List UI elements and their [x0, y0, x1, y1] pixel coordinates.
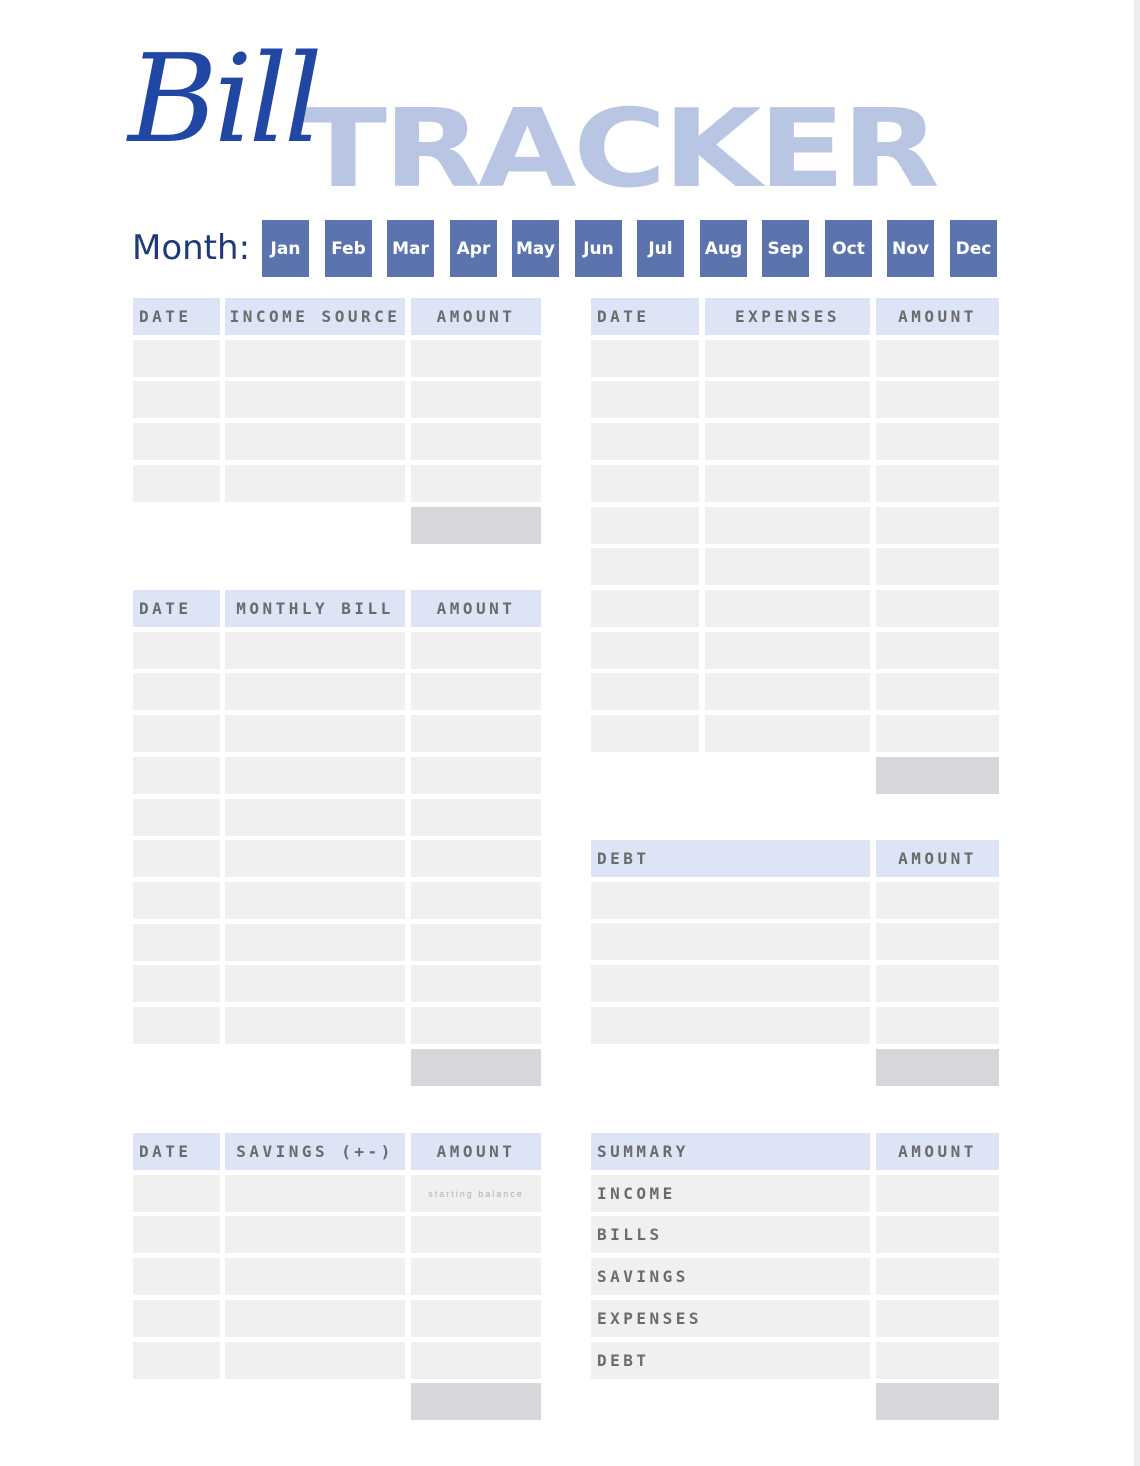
month-button-jul[interactable]: Jul [637, 220, 684, 277]
savings-cell-r4-c3[interactable] [411, 1300, 541, 1337]
income-cell-r2-c1[interactable] [133, 381, 220, 418]
expenses-cell-r2-c3[interactable] [876, 381, 999, 418]
month-button-nov[interactable]: Nov [887, 220, 934, 277]
expenses-cell-r4-c2[interactable] [705, 465, 870, 502]
income-cell-r2-c2[interactable] [225, 381, 405, 418]
savings-cell-r2-c3[interactable] [411, 1216, 541, 1253]
income-cell-r4-c3[interactable] [411, 465, 541, 502]
expenses-cell-r9-c3[interactable] [876, 673, 999, 710]
expenses-cell-r5-c2[interactable] [705, 507, 870, 544]
savings-total-cell[interactable] [411, 1383, 541, 1420]
expenses-cell-r2-c1[interactable] [591, 381, 699, 418]
bill-cell-r3-c1[interactable] [133, 715, 220, 752]
savings-cell-r1-c1[interactable] [133, 1175, 220, 1212]
expenses-cell-r6-c2[interactable] [705, 548, 870, 585]
expenses-cell-r6-c1[interactable] [591, 548, 699, 585]
month-button-oct[interactable]: Oct [825, 220, 872, 277]
bill-cell-r6-c2[interactable] [225, 840, 405, 877]
income-cell-r3-c1[interactable] [133, 423, 220, 460]
bill-header-2: MONTHLY BILL [225, 590, 405, 627]
income-cell-r3-c3[interactable] [411, 423, 541, 460]
month-button-feb[interactable]: Feb [325, 220, 372, 277]
savings-cell-r2-c2[interactable] [225, 1216, 405, 1253]
debt-cell-r4-c1[interactable] [591, 1007, 870, 1044]
bill-header-1: DATE [133, 590, 220, 627]
month-button-jun[interactable]: Jun [575, 220, 622, 277]
expenses-cell-r8-c3[interactable] [876, 632, 999, 669]
bill-cell-r3-c2[interactable] [225, 715, 405, 752]
title-bill: Bill [128, 28, 319, 170]
bill-cell-r1-c1[interactable] [133, 632, 220, 669]
expenses-cell-r1-c3[interactable] [876, 340, 999, 377]
bill-cell-r6-c1[interactable] [133, 840, 220, 877]
income-total-cell[interactable] [411, 507, 541, 544]
bill-cell-r10-c3[interactable] [411, 1007, 541, 1044]
savings-note: starting balance [428, 1189, 524, 1199]
month-button-apr[interactable]: Apr [450, 220, 497, 277]
bill-cell-r9-c2[interactable] [225, 965, 405, 1002]
summary-header-1: SUMMARY [591, 1133, 870, 1170]
income-header-1: DATE [133, 298, 220, 335]
summary-row-label: DEBT [597, 1351, 650, 1370]
summary-header-2: AMOUNT [876, 1133, 999, 1170]
month-button-dec[interactable]: Dec [950, 220, 997, 277]
bill-cell-r5-c2[interactable] [225, 799, 405, 836]
summary-row-label: BILLS [597, 1225, 663, 1244]
expenses-header-2: EXPENSES [705, 298, 870, 335]
expenses-cell-r6-c3[interactable] [876, 548, 999, 585]
expenses-header-1: DATE [591, 298, 699, 335]
savings-cell-r5-c3[interactable] [411, 1342, 541, 1379]
bill-cell-r8-c2[interactable] [225, 924, 405, 961]
summary-row-label: SAVINGS [597, 1267, 689, 1286]
debt-cell-r3-c2[interactable] [876, 965, 999, 1002]
income-cell-r2-c3[interactable] [411, 381, 541, 418]
month-button-sep[interactable]: Sep [762, 220, 809, 277]
month-button-mar[interactable]: Mar [387, 220, 434, 277]
expenses-cell-r4-c3[interactable] [876, 465, 999, 502]
bill-cell-r10-c2[interactable] [225, 1007, 405, 1044]
expenses-cell-r9-c2[interactable] [705, 673, 870, 710]
month-button-jan[interactable]: Jan [262, 220, 309, 277]
expenses-cell-r7-c2[interactable] [705, 590, 870, 627]
bill-cell-r7-c3[interactable] [411, 882, 541, 919]
summary-cell-r3-c2[interactable] [876, 1258, 999, 1295]
month-label: Month: [132, 228, 251, 268]
bill-cell-r3-c3[interactable] [411, 715, 541, 752]
debt-cell-r4-c2[interactable] [876, 1007, 999, 1044]
debt-cell-r3-c1[interactable] [591, 965, 870, 1002]
debt-cell-r2-c1[interactable] [591, 923, 870, 960]
bill-cell-r8-c1[interactable] [133, 924, 220, 961]
expenses-total-cell[interactable] [876, 757, 999, 794]
savings-header-3: AMOUNT [411, 1133, 541, 1170]
bill-total-cell[interactable] [411, 1049, 541, 1086]
savings-cell-r4-c2[interactable] [225, 1300, 405, 1337]
savings-cell-r3-c3[interactable] [411, 1258, 541, 1295]
expenses-cell-r5-c1[interactable] [591, 507, 699, 544]
income-cell-r3-c2[interactable] [225, 423, 405, 460]
savings-cell-r1-c2[interactable] [225, 1175, 405, 1212]
savings-cell-r5-c2[interactable] [225, 1342, 405, 1379]
income-cell-r4-c2[interactable] [225, 465, 405, 502]
expenses-cell-r3-c3[interactable] [876, 423, 999, 460]
expenses-header-3: AMOUNT [876, 298, 999, 335]
income-cell-r1-c3[interactable] [411, 340, 541, 377]
summary-cell-r5-c2[interactable] [876, 1342, 999, 1379]
debt-cell-r1-c2[interactable] [876, 882, 999, 919]
summary-row-label: EXPENSES [597, 1309, 703, 1328]
bill-cell-r6-c3[interactable] [411, 840, 541, 877]
bill-cell-r4-c1[interactable] [133, 757, 220, 794]
bill-cell-r1-c2[interactable] [225, 632, 405, 669]
bill-cell-r2-c3[interactable] [411, 673, 541, 710]
expenses-cell-r1-c1[interactable] [591, 340, 699, 377]
debt-cell-r2-c2[interactable] [876, 923, 999, 960]
income-cell-r1-c1[interactable] [133, 340, 220, 377]
debt-total-cell[interactable] [876, 1049, 999, 1086]
bill-cell-r7-c2[interactable] [225, 882, 405, 919]
page-edge [1134, 0, 1140, 1466]
savings-header-1: DATE [133, 1133, 220, 1170]
bill-cell-r8-c3[interactable] [411, 924, 541, 961]
expenses-cell-r10-c3[interactable] [876, 715, 999, 752]
expenses-cell-r9-c1[interactable] [591, 673, 699, 710]
summary-total-cell[interactable] [876, 1383, 999, 1420]
income-cell-r4-c1[interactable] [133, 465, 220, 502]
debt-cell-r1-c1[interactable] [591, 882, 870, 919]
expenses-cell-r5-c3[interactable] [876, 507, 999, 544]
summary-row-label: INCOME [597, 1184, 676, 1203]
savings-header-2: SAVINGS (+-) [225, 1133, 405, 1170]
debt-header-1: DEBT [591, 840, 870, 877]
expenses-cell-r10-c2[interactable] [705, 715, 870, 752]
bill-cell-r1-c3[interactable] [411, 632, 541, 669]
income-header-2: INCOME SOURCE [225, 298, 405, 335]
savings-cell-r3-c1[interactable] [133, 1258, 220, 1295]
title-tracker: TRACKER [300, 87, 937, 212]
expenses-cell-r2-c2[interactable] [705, 381, 870, 418]
bill-cell-r9-c1[interactable] [133, 965, 220, 1002]
bill-cell-r10-c1[interactable] [133, 1007, 220, 1044]
expenses-cell-r1-c2[interactable] [705, 340, 870, 377]
bill-cell-r5-c1[interactable] [133, 799, 220, 836]
savings-cell-r5-c1[interactable] [133, 1342, 220, 1379]
bill-cell-r2-c1[interactable] [133, 673, 220, 710]
summary-cell-r4-c2[interactable] [876, 1300, 999, 1337]
savings-cell-r2-c1[interactable] [133, 1216, 220, 1253]
bill-cell-r9-c3[interactable] [411, 965, 541, 1002]
month-selector [262, 220, 1002, 277]
summary-cell-r1-c2[interactable] [876, 1175, 999, 1212]
bill-cell-r4-c2[interactable] [225, 757, 405, 794]
bill-cell-r4-c3[interactable] [411, 757, 541, 794]
summary-cell-r2-c2[interactable] [876, 1216, 999, 1253]
expenses-cell-r7-c3[interactable] [876, 590, 999, 627]
expenses-cell-r8-c2[interactable] [705, 632, 870, 669]
savings-cell-r3-c2[interactable] [225, 1258, 405, 1295]
income-cell-r1-c2[interactable] [225, 340, 405, 377]
debt-header-2: AMOUNT [876, 840, 999, 877]
savings-cell-r4-c1[interactable] [133, 1300, 220, 1337]
income-header-3: AMOUNT [411, 298, 541, 335]
month-button-may[interactable]: May [512, 220, 559, 277]
month-button-aug[interactable]: Aug [700, 220, 747, 277]
bill-cell-r2-c2[interactable] [225, 673, 405, 710]
bill-header-3: AMOUNT [411, 590, 541, 627]
expenses-cell-r7-c1[interactable] [591, 590, 699, 627]
expenses-cell-r10-c1[interactable] [591, 715, 699, 752]
expenses-cell-r8-c1[interactable] [591, 632, 699, 669]
expenses-cell-r4-c1[interactable] [591, 465, 699, 502]
expenses-cell-r3-c2[interactable] [705, 423, 870, 460]
bill-cell-r7-c1[interactable] [133, 882, 220, 919]
expenses-cell-r3-c1[interactable] [591, 423, 699, 460]
bill-cell-r5-c3[interactable] [411, 799, 541, 836]
